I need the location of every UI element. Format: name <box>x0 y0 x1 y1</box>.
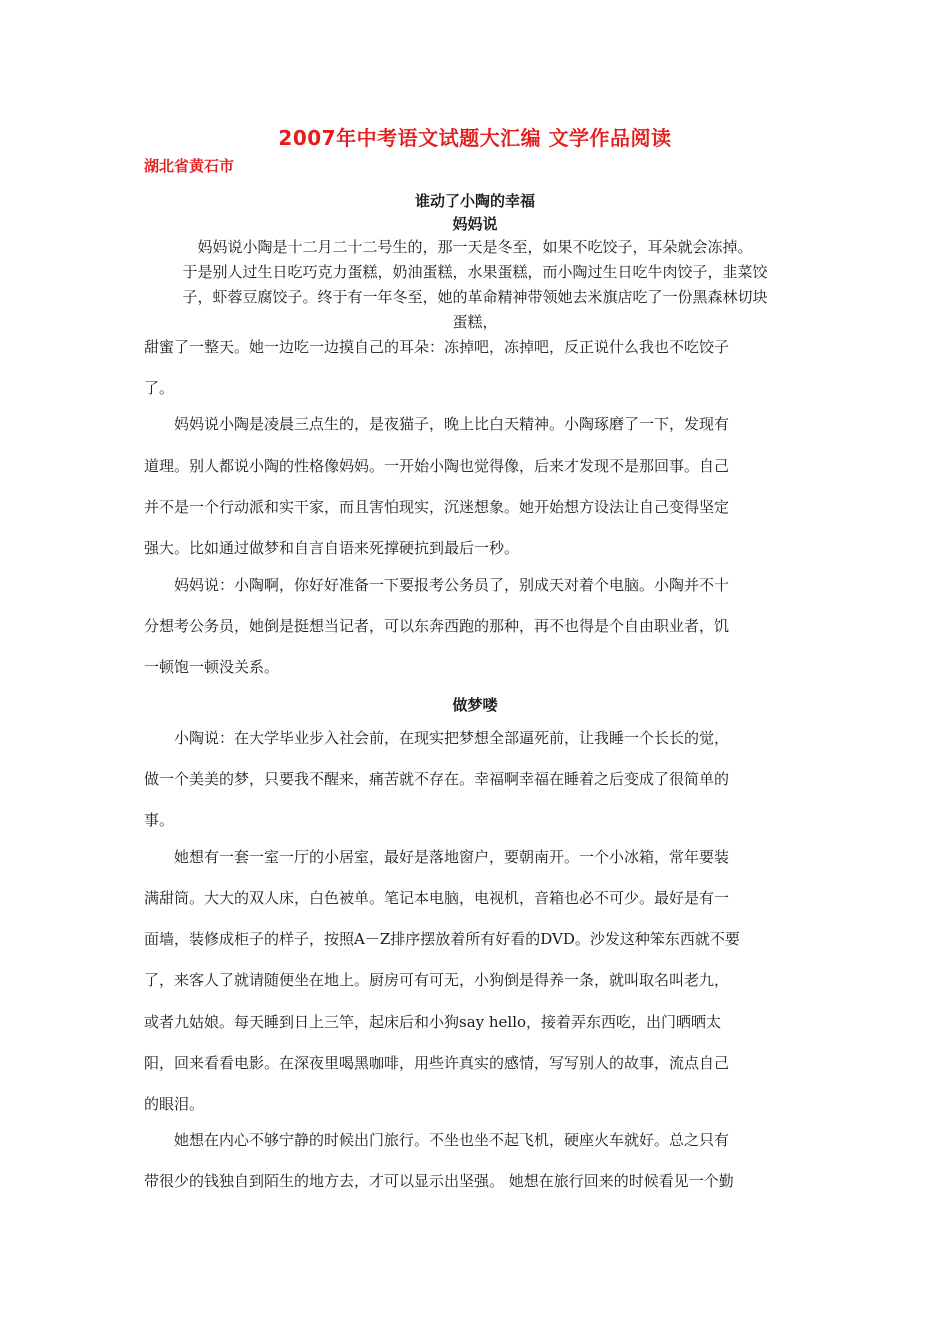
paragraph-line: 妈妈说小陶是凌晨三点生的，是夜猫子，晚上比白天精神。小陶琢磨了一下，发现有 <box>144 415 730 433</box>
story-title: 谁动了小陶的幸福 <box>414 192 535 210</box>
paragraph-line: 带很少的钱独自到陌生的地方去，才可以显示出坚强。 她想在旅行回来的时候看见一个勤 <box>144 1172 734 1190</box>
region-label: 湖北省黄石市 <box>144 157 235 175</box>
paragraph-line: 子，虾蓉豆腐饺子。终于有一年冬至，她的革命精神带领她去米旗店吃了一份黑森林切块 <box>182 288 768 306</box>
paragraph-line: 她想在内心不够宁静的时候出门旅行。不坐也坐不起飞机，硬座火车就好。总之只有 <box>144 1131 730 1149</box>
paragraph-line: 了，来客人了就请随便坐在地上。厨房可有可无，小狗倒是得养一条，就叫取名叫老九， <box>144 971 730 989</box>
paragraph-line: 了。 <box>144 379 175 397</box>
paragraph-line: 妈妈说小陶是十二月二十二号生的，那一天是冬至，如果不吃饺子，耳朵就会冻掉。 <box>197 238 753 256</box>
paragraph-line: 或者九姑娘。每天睡到日上三竿，起床后和小狗say hello，接着弄东西吃，出门晒晒太 <box>144 1013 722 1031</box>
paragraph-line: 蛋糕， <box>452 313 498 331</box>
paragraph-line: 甜蜜了一整天。她一边吃一边摸自己的耳朵：冻掉吧，冻掉吧，反正说什么我也不吃饺子 <box>144 338 730 356</box>
paragraph-line: 道理。别人都说小陶的性格像妈妈。一开始小陶也觉得像，后来才发现不是那回事。自己 <box>144 457 730 475</box>
paragraph-line: 分想考公务员，她倒是挺想当记者，可以东奔西跑的那种，再不也得是个自由职业者，饥 <box>144 617 730 635</box>
paragraph-line: 阳，回来看看电影。在深夜里喝黑咖啡，用些许真实的感情，写写别人的故事，流点自己 <box>144 1054 730 1072</box>
paragraph-line: 的眼泪。 <box>144 1095 205 1113</box>
paragraph-line: 事。 <box>144 811 175 829</box>
document-title: 2007年中考语文试题大汇编 文学作品阅读 <box>278 126 672 150</box>
paragraph-line: 妈妈说：小陶啊，你好好准备一下要报考公务员了，别成天对着个电脑。小陶并不十 <box>144 576 730 594</box>
section-heading-dream: 做梦喽 <box>452 696 498 714</box>
paragraph-line: 小陶说：在大学毕业步入社会前，在现实把梦想全部逼死前，让我睡一个长长的觉， <box>144 729 730 747</box>
paragraph-line: 并不是一个行动派和实干家，而且害怕现实，沉迷想象。她开始想方设法让自己变得坚定 <box>144 498 730 516</box>
paragraph-line: 于是别人过生日吃巧克力蛋糕，奶油蛋糕，水果蛋糕，而小陶过生日吃牛肉饺子，韭菜饺 <box>182 263 768 281</box>
paragraph-line: 做一个美美的梦，只要我不醒来，痛苦就不存在。幸福啊幸福在睡着之后变成了很简单的 <box>144 770 730 788</box>
section-heading-mama: 妈妈说 <box>452 215 498 233</box>
paragraph-line: 强大。比如通过做梦和自言自语来死撑硬抗到最后一秒。 <box>144 539 520 557</box>
paragraph-line: 面墙，装修成柜子的样子，按照A－Z排序摆放着所有好看的DVD。沙发这种笨东西就不要 <box>144 930 740 948</box>
paragraph-line: 一顿饱一顿没关系。 <box>144 658 280 676</box>
paragraph-line: 满甜筒。大大的双人床，白色被单。笔记本电脑，电视机，音箱也必不可少。最好是有一 <box>144 889 730 907</box>
paragraph-line: 她想有一套一室一厅的小居室，最好是落地窗户，要朝南开。一个小冰箱，常年要装 <box>144 848 730 866</box>
